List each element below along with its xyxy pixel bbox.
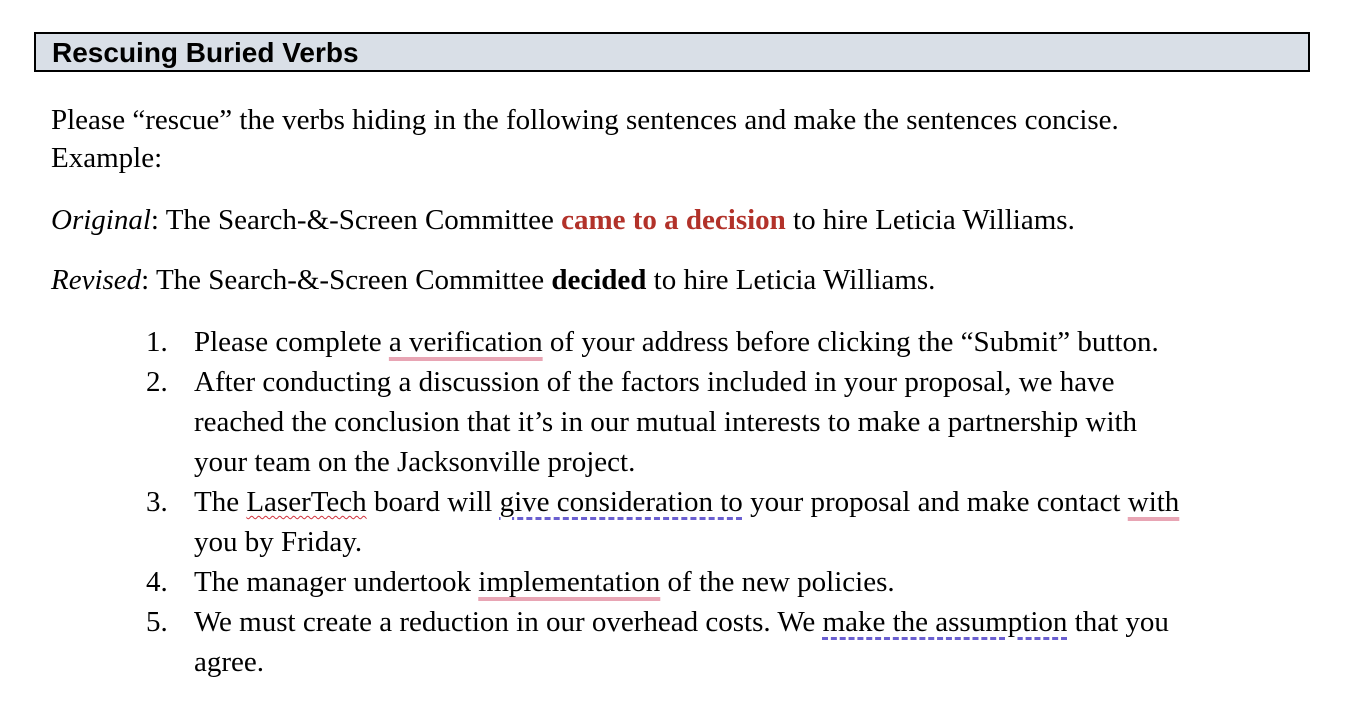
item3-grammar-flag[interactable]: give consideration to xyxy=(499,486,743,518)
item4-flag[interactable]: implementation xyxy=(478,566,661,598)
item5-grammar-flag[interactable]: make the assumption xyxy=(822,606,1068,638)
list-item-number: 1. xyxy=(146,326,168,358)
item1-text-b: of your address before clicking the “Submit” button. xyxy=(542,326,1159,358)
item3-line-2: you by Friday. xyxy=(194,526,363,558)
list-item-number: 4. xyxy=(146,566,168,598)
item3-spelling-flag[interactable]: LaserTech xyxy=(246,486,367,518)
item5-text-b: that you xyxy=(1067,606,1169,638)
original-post: to hire Leticia Williams. xyxy=(785,204,1075,236)
section-heading-box xyxy=(34,32,1310,72)
list-item-text xyxy=(194,322,1159,362)
item4-line-1 xyxy=(194,562,895,602)
revised-post: to hire Leticia Williams. xyxy=(646,264,936,296)
item3-text-c: your proposal and make contact xyxy=(742,486,1128,518)
intro-line-1: Please “rescue” the verbs hiding in the following sentences and make the sentences concise. xyxy=(51,104,1119,136)
item3-line-1 xyxy=(194,482,1179,522)
item5-line-1 xyxy=(194,602,1169,642)
original-highlight: came to a decision xyxy=(561,204,786,236)
example-original xyxy=(51,200,1075,240)
item2-line-2: reached the conclusion that it’s in our mutual interests to make a partnership with xyxy=(194,406,1138,438)
section-heading: Rescuing Buried Verbs xyxy=(52,37,359,68)
revised-pre: : The Search-&-Screen Committee xyxy=(141,264,552,296)
example-revised xyxy=(51,260,935,300)
item2-line-3: your team on the Jacksonville project. xyxy=(194,446,636,478)
item3-flag[interactable]: with xyxy=(1127,486,1180,518)
revised-highlight: decided xyxy=(551,264,647,296)
list-item-number: 3. xyxy=(146,486,168,518)
list-item-number: 5. xyxy=(146,606,168,638)
item3-text-b: board will xyxy=(366,486,500,518)
item4-text-b: of the new policies. xyxy=(660,566,895,598)
list-item-number: 2. xyxy=(146,366,168,398)
item1-flag[interactable]: a verification xyxy=(388,326,543,358)
item5-line-2: agree. xyxy=(194,646,265,678)
item3-text-a: The xyxy=(194,486,247,518)
original-pre: : The Search-&-Screen Committee xyxy=(150,204,562,236)
item1-text-a: Please complete xyxy=(194,326,389,358)
item4-text-a: The manager undertook xyxy=(194,566,479,598)
intro-line-2: Example: xyxy=(51,142,163,174)
item5-text-a: We must create a reduction in our overhead costs. We xyxy=(194,606,823,638)
item2-line-1: After conducting a discussion of the factors included in your proposal, we have xyxy=(194,366,1115,398)
original-label: Original xyxy=(51,204,151,236)
revised-label: Revised xyxy=(51,264,142,296)
